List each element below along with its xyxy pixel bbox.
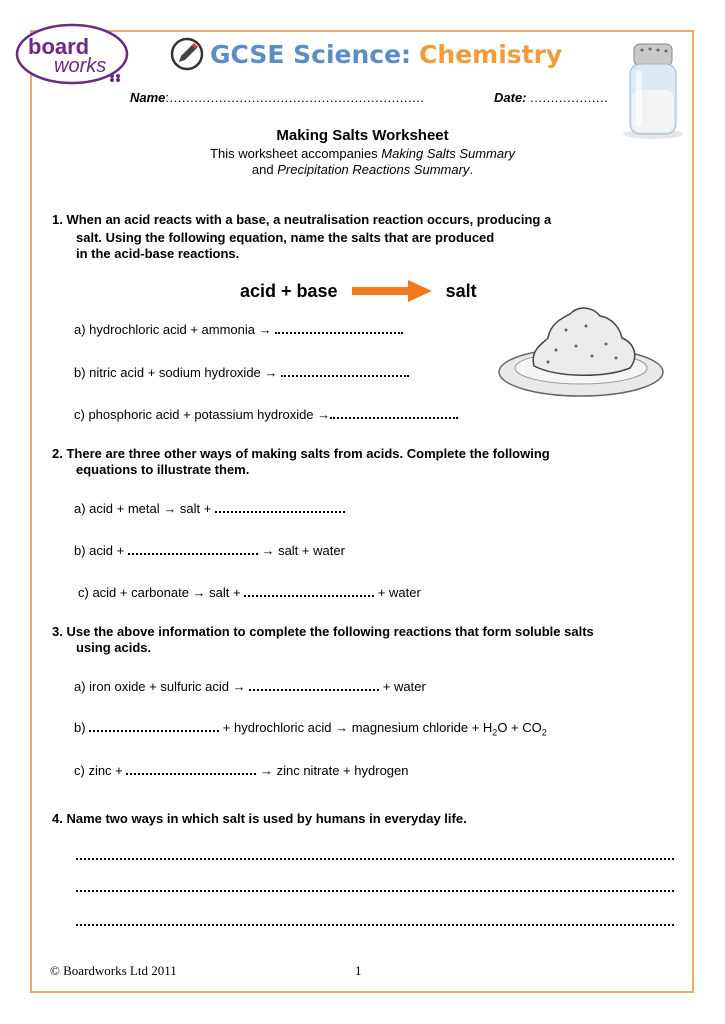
- salt-plate-image: [496, 300, 666, 400]
- question-2-line-1: 2. There are three other ways of making salts from acids. Complete the following: [52, 446, 550, 461]
- answer-blank-1b[interactable]: [281, 363, 409, 377]
- logo-text-board: board: [28, 34, 90, 59]
- right-arrow-icon: [352, 280, 432, 302]
- question-2a: a) acid + metal → salt +: [74, 499, 345, 516]
- copyright: © Boardworks Ltd 2011: [50, 963, 177, 978]
- answer-blank-3a[interactable]: [249, 677, 379, 691]
- worksheet-subtitle-1: This worksheet accompanies Making Salts Summary: [210, 146, 515, 161]
- salt-shaker-image: [620, 40, 686, 140]
- name-blank: :..............................................................: [165, 90, 425, 105]
- logo-text-works: works: [54, 55, 107, 77]
- question-4-line-1: 4. Name two ways in which salt is used by humans in everyday life.: [52, 811, 467, 826]
- worksheet-subtitle-2: and Precipitation Reactions Summary.: [251, 162, 474, 177]
- question-3a: a) iron oxide + sulfuric acid → + water: [74, 679, 426, 694]
- title-gcse: GCSE Science:: [210, 39, 412, 69]
- date-blank: ...................: [530, 90, 609, 105]
- page-number: 1: [355, 963, 362, 978]
- question-2-line-2: equations to illustrate them.: [76, 462, 250, 477]
- answer-line-4-3[interactable]: [76, 922, 674, 926]
- answer-blank-2b[interactable]: [128, 541, 258, 555]
- acid-base-equation: [240, 280, 477, 302]
- question-3-line-2: using acids.: [76, 640, 152, 655]
- boardworks-logo: [14, 22, 130, 86]
- pencil-icon: [170, 37, 204, 71]
- header-title: [170, 34, 562, 74]
- equation-right: salt: [445, 280, 477, 301]
- question-3b: b) + hydrochloric acid → magnesium chloride + $H_2O + CO_2$: [74, 720, 547, 738]
- name-label: Name: [130, 90, 166, 105]
- question-1-line-3: in the acid-base reactions.: [76, 246, 240, 261]
- question-1a: a) hydrochloric acid + ammonia →: [74, 320, 403, 337]
- title-chemistry: Chemistry: [419, 39, 563, 69]
- answer-blank-2a[interactable]: [215, 499, 345, 513]
- question-1c: c) phosphoric acid + potassium hydroxide →: [74, 405, 458, 422]
- answer-blank-3c[interactable]: [126, 761, 256, 775]
- question-2c: c) acid + carbonate → salt + + water: [78, 585, 421, 600]
- answer-line-4-2[interactable]: [76, 888, 674, 892]
- question-1-line-2: salt. Using the following equation, name the salts that are produced: [76, 230, 495, 245]
- question-3-line-1: 3. Use the above information to complete the following reactions that form soluble salts: [52, 624, 594, 639]
- equation-left: acid + base: [240, 280, 338, 301]
- answer-blank-1c[interactable]: [330, 405, 458, 419]
- answer-blank-3b[interactable]: [89, 718, 219, 732]
- question-1b: b) nitric acid + sodium hydroxide →: [74, 363, 409, 380]
- date-label: Date:: [494, 90, 527, 105]
- answer-line-4-1[interactable]: [76, 856, 674, 860]
- date-field: [494, 90, 608, 105]
- worksheet-title: Making Salts Worksheet: [276, 127, 449, 144]
- name-field: [130, 90, 424, 105]
- answer-blank-2c[interactable]: [244, 583, 374, 597]
- question-1-line-1: 1. When an acid reacts with a base, a neutralisation reaction occurs, producing a: [52, 212, 552, 227]
- question-3c: c) zinc + → zinc nitrate + hydrogen: [74, 763, 409, 778]
- answer-blank-1a[interactable]: [275, 320, 403, 334]
- question-2b: b) acid + → salt + water: [74, 543, 345, 558]
